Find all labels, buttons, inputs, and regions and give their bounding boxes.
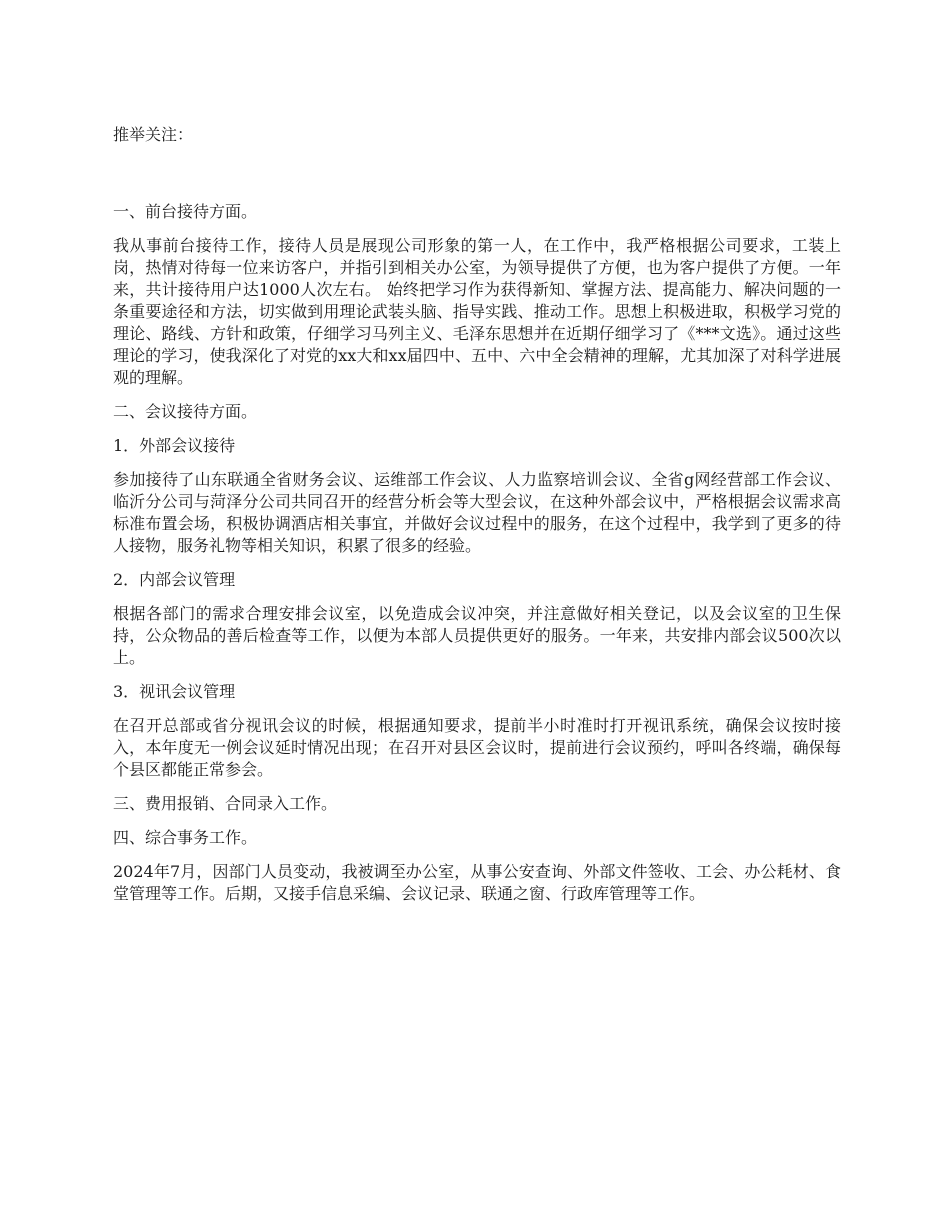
section-4-heading: 四、综合事务工作。 — [113, 828, 258, 847]
section-2-3-heading: 3．视讯会议管理 — [113, 682, 236, 701]
section-2-2-heading: 2．内部会议管理 — [113, 570, 236, 589]
intro-line: 推举关注： — [113, 125, 194, 144]
section-1-heading: 一、前台接待方面。 — [113, 202, 258, 221]
document-page — [113, 124, 841, 917]
section-1-paragraph: 我从事前台接待工作，接待人员是展现公司形象的第一人，在工作中，我严格根据公司要求，工装上岗，热情对待每一位来访客户，并指引到相关办公室，为领导提供了方便，也为客户提供了方便。一年来，共计接待用户达1000人次左右。 始终把学习作为获得新知、掌握方法、提高能力、解决问题的一条重要途径和方法，切实做到用理论武装头脑、指导实践、推动工作。思想上积极进取，积极学习党的理论、路线、方针和政策，仔细学习马列主义、毛泽东思想并在近期仔细学习了《***文选》。通过这些理论的学习，使我深化了对党的xx大和xx届四中、五中、六中全会精神的理解，尤其加深了对科学进展观的理解。 — [113, 236, 841, 387]
section-2-heading: 二、会议接待方面。 — [113, 402, 258, 421]
section-3-heading: 三、费用报销、合同录入工作。 — [113, 794, 338, 813]
section-2-2-paragraph: 根据各部门的需求合理安排会议室，以免造成会议冲突，并注意做好相关登记，以及会议室的卫生保持，公众物品的善后检查等工作，以便为本部人员提供更好的服务。一年来，共安排内部会议500次以上。 — [113, 604, 841, 667]
section-2-1-heading: 1．外部会议接待 — [113, 436, 236, 455]
section-2-3-paragraph: 在召开总部或省分视讯会议的时候，根据通知要求，提前半小时准时打开视讯系统，确保会议按时接入，本年度无一例会议延时情况出现；在召开对县区会议时，提前进行会议预约，呼叫各终端，确保每个县区都能正常参会。 — [113, 716, 841, 779]
section-2-1-paragraph: 参加接待了山东联通全省财务会议、运维部工作会议、人力监察培训会议、全省g网经营部工作会议、临沂分公司与菏泽分公司共同召开的经营分析会等大型会议，在这种外部会议中，严格根据会议需求高标准布置会场，积极协调酒店相关事宜，并做好会议过程中的服务，在这个过程中，我学到了更多的待人接物，服务礼物等相关知识，积累了很多的经验。 — [113, 470, 841, 555]
section-4-paragraph: 2024年7月，因部门人员变动，我被调至办公室，从事公安查询、外部文件签收、工会、办公耗材、食堂管理等工作。后期，又接手信息采编、会议记录、联通之窗、行政库管理等工作。 — [113, 862, 841, 903]
